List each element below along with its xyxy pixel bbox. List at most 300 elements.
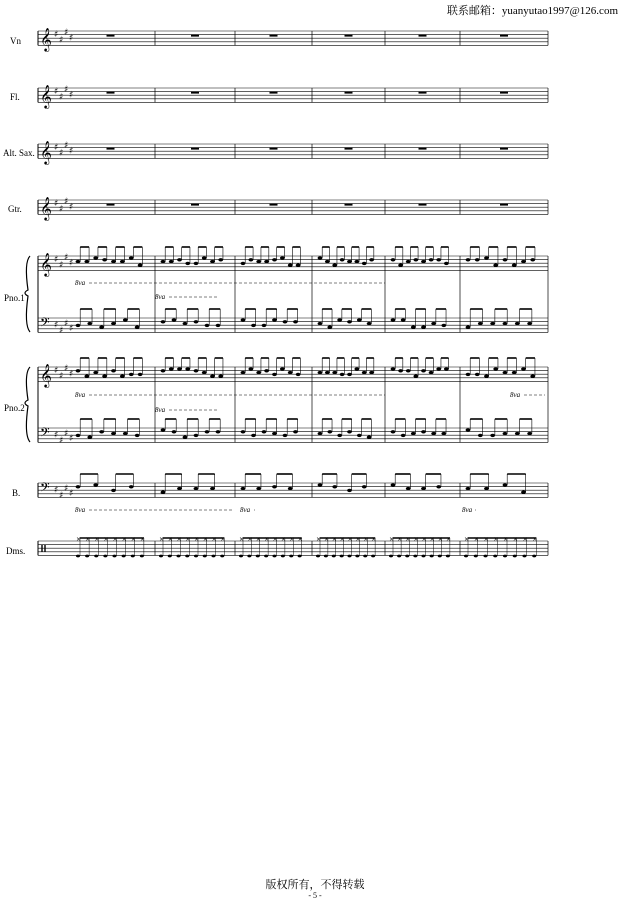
pno2-treble-note	[484, 375, 489, 378]
label-pno1: Pno.1	[4, 293, 25, 303]
drum-hat: ×	[247, 536, 253, 543]
drum-kick	[340, 555, 344, 558]
pno2-treble-note	[169, 367, 174, 370]
pno1-treble-note	[340, 258, 345, 261]
pno1-treble-note	[120, 260, 125, 263]
drum-hat: ×	[405, 536, 411, 543]
pno2-treble-note	[466, 373, 471, 376]
pno1-treble-note	[84, 260, 89, 263]
pno1-bass-note	[194, 320, 199, 323]
staff-gtr-rest	[270, 204, 278, 206]
drum-hat: ×	[445, 536, 451, 543]
drum-hat: ×	[112, 536, 118, 543]
pno1-treble-note	[288, 264, 293, 267]
pno1-treble-note	[493, 264, 498, 267]
staff-fl-sharp: ♯	[59, 92, 64, 103]
pno2-treble-note	[296, 373, 301, 376]
pno2-bass-note	[99, 430, 104, 433]
drum-hat: ×	[94, 536, 100, 543]
pno2-ottava-a: 8va	[75, 391, 86, 399]
bass-staff-note	[161, 491, 166, 494]
pno1-treble-note	[185, 262, 190, 265]
drum-hat: ×	[272, 536, 278, 543]
staff-vn-sharp: ♯	[59, 35, 64, 46]
pno1-treble-sharp: ♯	[69, 258, 74, 269]
staff-vn-sharp: ♯	[69, 33, 74, 44]
drum-hat: ×	[371, 536, 377, 543]
pno2-ottava-c: 8va	[510, 391, 521, 399]
drum-kick	[493, 555, 497, 558]
pno1-bass-note	[441, 324, 446, 327]
pno1-ottava-b: 8va	[155, 293, 166, 301]
pno2-treble-note	[264, 369, 269, 372]
pno1-bass-sharp: ♯	[69, 324, 74, 335]
drum-hat: ×	[512, 536, 518, 543]
staff-asax-rest	[419, 148, 427, 150]
label-asax: Alt. Sax.	[3, 148, 35, 158]
pno1-bass-sharp: ♯	[59, 326, 64, 336]
drum-hat: ×	[339, 536, 345, 543]
pno2-bass-note	[172, 430, 177, 433]
pno2-bass-note	[87, 436, 92, 439]
bass-staff-note	[111, 489, 116, 492]
drum-hat: ×	[397, 536, 403, 543]
drum-hat: ×	[347, 536, 353, 543]
pno2-bass-note	[161, 428, 166, 431]
staff-asax-sharp: ♯	[69, 146, 74, 157]
staff-fl-rest	[107, 92, 115, 94]
pno1-bass-note	[478, 322, 483, 325]
drum-kick	[140, 555, 144, 558]
staff-vn-rest	[270, 35, 278, 37]
pno1-treble-note	[111, 260, 116, 263]
pno1-treble-note	[354, 260, 359, 263]
drum-hat: ×	[202, 536, 208, 543]
pno1-treble-note	[466, 258, 471, 261]
pno1-treble-note	[503, 258, 508, 261]
pno1-treble-note	[169, 260, 174, 263]
pno1-treble-note	[391, 258, 396, 261]
pno2-treble-note	[272, 373, 277, 376]
pno1-treble-note	[218, 258, 223, 261]
bass-staff-note	[76, 485, 81, 488]
staff-fl-sharp: ♯	[69, 90, 74, 101]
staff-vn-rest	[191, 35, 199, 37]
staff-gtr-rest	[419, 204, 427, 206]
footer-copyright: 版权所有，不得转载	[265, 879, 365, 891]
staves	[25, 27, 548, 557]
pno2-treble-note	[288, 371, 293, 374]
pno2-bass-note	[478, 434, 483, 437]
pno1-bass-note	[318, 322, 323, 325]
drum-kick	[405, 555, 409, 558]
pno1-treble-note	[347, 260, 352, 263]
pno1-bass-note	[515, 322, 520, 325]
drum-kick	[212, 555, 216, 558]
drum-kick	[348, 555, 352, 558]
pno2-bass-note	[327, 430, 332, 433]
drum-hat: ×	[280, 536, 286, 543]
pno1-bass-note	[490, 322, 495, 325]
drum-hat: ×	[483, 536, 489, 543]
pno2-bass-note	[357, 434, 362, 437]
drum-hat: ×	[522, 536, 528, 543]
footer-page: - 5 -	[308, 891, 322, 900]
pno1-treble-note	[102, 258, 107, 261]
pno2-bass-note	[293, 430, 298, 433]
header-email: 联系邮箱：yuanyutao1997@126.com	[446, 5, 618, 17]
drum-hat: ×	[185, 536, 191, 543]
drum-kick	[438, 555, 442, 558]
pno1-bass-note	[367, 322, 372, 325]
drum-kick	[413, 555, 417, 558]
pno2-treble-note	[120, 375, 125, 378]
bass-staff-note	[436, 485, 441, 488]
pno1-treble-note	[138, 264, 143, 267]
pno1-treble-note	[369, 258, 374, 261]
drum-hat: ×	[493, 536, 499, 543]
pno2-bass-note	[431, 432, 436, 435]
pno1-treble-note	[406, 260, 411, 263]
drum-kick	[168, 555, 172, 558]
pno2-treble-note	[340, 373, 345, 376]
label-vn: Vn	[10, 36, 21, 46]
bass-staff-note	[332, 485, 337, 488]
staff-gtr-sharp: ♯	[64, 197, 69, 208]
pno2-treble-note	[129, 373, 134, 376]
pno2-bass-note	[205, 430, 210, 433]
pno1-treble-sharp: ♯	[64, 253, 69, 264]
drum-kick	[513, 555, 517, 558]
drum-hat: ×	[532, 536, 538, 543]
pno1-treble-note	[512, 264, 517, 267]
pno2-bass-note	[337, 434, 342, 437]
drum-kick	[94, 555, 98, 558]
pno2-treble-note	[503, 371, 508, 374]
pno1-treble-note	[332, 264, 337, 267]
pno2-treble-note	[161, 369, 166, 372]
pno2-bass-note	[262, 430, 267, 433]
bass-staff-note	[93, 483, 98, 486]
drum-kick	[298, 555, 302, 558]
staff-fl-sharp: ♯	[64, 85, 69, 96]
label-bass: B.	[12, 488, 21, 498]
pno1-bass-note	[216, 324, 221, 327]
drum-kick	[474, 555, 478, 558]
pno1-ottava-a: 8va	[75, 279, 86, 287]
drum-hat: ×	[264, 536, 270, 543]
pno2-bass-note	[241, 430, 246, 433]
staff-gtr-clef: 𝄞	[40, 196, 52, 220]
drum-hat: ×	[297, 536, 303, 543]
drum-hat: ×	[413, 536, 419, 543]
drum-kick	[247, 555, 251, 558]
pno1-bass-note	[123, 318, 128, 321]
bass-staff-sharp: ♯	[54, 485, 59, 496]
pno1-bass-note	[161, 320, 166, 323]
drum-hat: ×	[121, 536, 127, 543]
drum-kick	[113, 555, 117, 558]
pno2-treble-sharp: ♯	[69, 369, 74, 380]
pno2-treble-sharp: ♯	[54, 366, 59, 376]
drum-hat: ×	[220, 536, 226, 543]
pno2-bass-note	[76, 434, 81, 437]
pno2-bass-note	[401, 434, 406, 437]
drum-hat: ×	[139, 536, 145, 543]
drum-kick	[363, 555, 367, 558]
pno1-bass-sharp: ♯	[64, 318, 69, 329]
staff-vn-rest	[419, 35, 427, 37]
pno2-bass-note	[318, 432, 323, 435]
staff-asax-sharp: ♯	[64, 141, 69, 152]
pno1-bass-note	[327, 326, 332, 329]
staff-asax-sharp: ♯	[54, 143, 59, 153]
pno1-bass-note	[99, 326, 104, 329]
staff-vn-rest	[107, 35, 115, 37]
pno1-treble-note	[362, 262, 367, 265]
staff-vn-rest	[500, 35, 508, 37]
pno1-treble-note	[421, 260, 426, 263]
bass-staff-note	[194, 487, 199, 490]
pno1-bass-note	[251, 324, 256, 327]
pno2-bass-note	[527, 432, 532, 435]
drum-kick	[256, 555, 260, 558]
bass-staff-sharp: ♯	[59, 491, 64, 501]
drum-kick	[503, 555, 507, 558]
drum-hat: ×	[429, 536, 435, 543]
pno2-treble-note	[521, 367, 526, 370]
pno1-treble-note	[398, 264, 403, 267]
staff-asax-rest	[500, 148, 508, 150]
drum-hat: ×	[363, 536, 369, 543]
pno2-treble-note	[318, 371, 323, 374]
pno1-treble-note	[93, 256, 98, 259]
pno2-treble-note	[530, 375, 535, 378]
drum-kick	[397, 555, 401, 558]
pno2-bass-note	[503, 432, 508, 435]
pno1-bass-note	[357, 318, 362, 321]
staff-fl-rest	[500, 92, 508, 94]
pno2-bass-note	[111, 432, 116, 435]
pno2-bass-note	[441, 432, 446, 435]
bass-staff-sharp: ♯	[69, 489, 74, 500]
drum-kick	[131, 555, 135, 558]
drum-kick	[103, 555, 107, 558]
drum-kick	[159, 555, 163, 558]
pno1-bass-note	[283, 320, 288, 323]
pno1-bass-note	[527, 322, 532, 325]
pno2-bass-note	[123, 432, 128, 435]
pno2-bass-note	[272, 432, 277, 435]
pno2-treble-note	[512, 371, 517, 374]
pno1-treble-note	[484, 256, 489, 259]
drum-kick	[389, 555, 393, 558]
pno2-brace	[25, 367, 30, 442]
drum-kick	[122, 555, 126, 558]
bass-staff-note	[362, 485, 367, 488]
pno2-treble-note	[493, 367, 498, 370]
pno1-bass-note	[391, 318, 396, 321]
pno2-treble-note	[76, 369, 81, 372]
drum-hat: ×	[211, 536, 217, 543]
drum-kick	[239, 555, 243, 558]
ottava-marks	[75, 279, 545, 514]
pno2-bass-note	[490, 434, 495, 437]
drum-hat: ×	[473, 536, 479, 543]
pno2-bass-note	[347, 430, 352, 433]
pno1-treble-note	[521, 260, 526, 263]
pno2-bass-note	[194, 434, 199, 437]
pno1-treble-note	[280, 256, 285, 259]
pno1-treble-sharp: ♯	[54, 255, 59, 265]
bass-staff-clef: 𝄢	[40, 480, 50, 498]
staff-gtr-sharp: ♯	[59, 204, 64, 215]
drum-kick	[532, 555, 536, 558]
pno2-bass-clef: 𝄢	[40, 425, 50, 443]
drum-kick	[220, 555, 224, 558]
pno1-bass-note	[503, 322, 508, 325]
drum-kick	[177, 555, 181, 558]
bass-staff-sharp: ♯	[64, 483, 69, 494]
drum-hat: ×	[167, 536, 173, 543]
pno2-treble-note	[102, 375, 107, 378]
pno2-treble-note	[325, 371, 330, 374]
staff-asax-rest	[345, 148, 353, 150]
bass-staff-note	[484, 487, 489, 490]
drum-hat: ×	[176, 536, 182, 543]
pno1-treble-note	[413, 258, 418, 261]
drum-hat: ×	[503, 536, 509, 543]
drum-kick	[85, 555, 89, 558]
drum-hat: ×	[103, 536, 109, 543]
staff-vn-clef: 𝄞	[40, 27, 52, 51]
pno1-bass-note	[401, 318, 406, 321]
drum-kick	[523, 555, 527, 558]
label-drums: Dms.	[6, 546, 26, 556]
pno1-bass-note	[241, 318, 246, 321]
pno1-bass-note	[293, 320, 298, 323]
drum-kick	[371, 555, 375, 558]
pno2-treble-note	[185, 367, 190, 370]
pno2-treble-note	[413, 375, 418, 378]
pno2-bass-sharp: ♯	[54, 430, 59, 441]
pno2-treble-note	[421, 369, 426, 372]
pno2-treble-note	[398, 369, 403, 372]
pno1-bass-note	[87, 322, 92, 325]
pno2-treble-note	[406, 369, 411, 372]
pno1-bass-note	[111, 322, 116, 325]
pno1-treble-note	[248, 258, 253, 261]
bass-staff-note	[210, 487, 215, 490]
staff-fl-clef: 𝄞	[40, 84, 52, 108]
bass-staff-note	[391, 483, 396, 486]
drum-kick	[355, 555, 359, 558]
bass-staff-note	[521, 491, 526, 494]
drum-hat: ×	[194, 536, 200, 543]
drum-hat: ×	[437, 536, 443, 543]
pno2-bass-note	[411, 432, 416, 435]
pno1-treble-note	[436, 258, 441, 261]
staff-vn-rest	[345, 35, 353, 37]
pno2-bass-sharp: ♯	[64, 428, 69, 439]
bass-staff-note	[288, 487, 293, 490]
pno1-bass-note	[76, 324, 81, 327]
pno2-treble-note	[280, 367, 285, 370]
pno1-bass-note	[272, 318, 277, 321]
pno2-treble-note	[93, 371, 98, 374]
drum-kick	[464, 555, 468, 558]
pno1-treble-note	[264, 260, 269, 263]
pno1-bass-sharp: ♯	[54, 320, 59, 331]
pno1-treble-note	[129, 256, 134, 259]
drum-hat: ×	[85, 536, 91, 543]
pno1-treble-note	[475, 258, 480, 261]
bass-staff-note	[129, 485, 134, 488]
pno1-treble-sharp: ♯	[59, 260, 64, 271]
bass-ottava-b: 8va	[240, 506, 251, 514]
pno2-bass-note	[251, 434, 256, 437]
drum-hat: ×	[316, 536, 322, 543]
drum-kick	[484, 555, 488, 558]
pno1-treble-note	[241, 262, 246, 265]
drum-kick	[194, 555, 198, 558]
pno2-treble-note	[332, 371, 337, 374]
drum-hat: ×	[355, 536, 361, 543]
drum-hat: ×	[331, 536, 337, 543]
pno2-treble-note	[369, 371, 374, 374]
pno2-treble-sharp: ♯	[59, 371, 64, 382]
pno1-bass-note	[466, 326, 471, 329]
drum-kick	[332, 555, 336, 558]
staff-asax-rest	[191, 148, 199, 150]
pno2-bass-note	[367, 436, 372, 439]
pno2-treble-note	[444, 367, 449, 370]
staff-fl-sharp: ♯	[54, 87, 59, 97]
pno1-treble-note	[161, 260, 166, 263]
staff-gtr-rest	[107, 204, 115, 206]
pno2-bass-sharp: ♯	[59, 436, 64, 446]
staff-gtr-sharp: ♯	[54, 199, 59, 209]
pno2-treble-note	[429, 371, 434, 374]
pno2-treble-note	[194, 369, 199, 372]
pno2-bass-note	[421, 430, 426, 433]
pno2-treble-note	[111, 369, 116, 372]
pno1-treble-note	[76, 260, 81, 263]
drum-hat: ×	[289, 536, 295, 543]
label-gtr: Gtr.	[8, 204, 22, 214]
label-fl: Fl.	[10, 92, 20, 102]
staff-fl-rest	[419, 92, 427, 94]
pno1-bass-note	[135, 326, 140, 329]
staff-gtr-rest	[345, 204, 353, 206]
pno2-treble-clef: 𝄞	[40, 363, 52, 387]
pno2-treble-note	[347, 373, 352, 376]
bass-staff-note	[241, 487, 246, 490]
drum-hat: ×	[255, 536, 261, 543]
staff-asax-sharp: ♯	[59, 148, 64, 159]
drum-kick	[289, 555, 293, 558]
pno2-treble-note	[138, 373, 143, 376]
pno1-bass-note	[411, 326, 416, 329]
drum-hat: ×	[239, 536, 245, 543]
bass-staff-note	[177, 487, 182, 490]
pno1-brace	[25, 256, 30, 332]
bass-staff-note	[503, 483, 508, 486]
drum-kick	[273, 555, 277, 558]
pno2-treble-note	[241, 371, 246, 374]
staff-vn-sharp: ♯	[64, 28, 69, 39]
staff-gtr-sharp: ♯	[69, 202, 74, 213]
